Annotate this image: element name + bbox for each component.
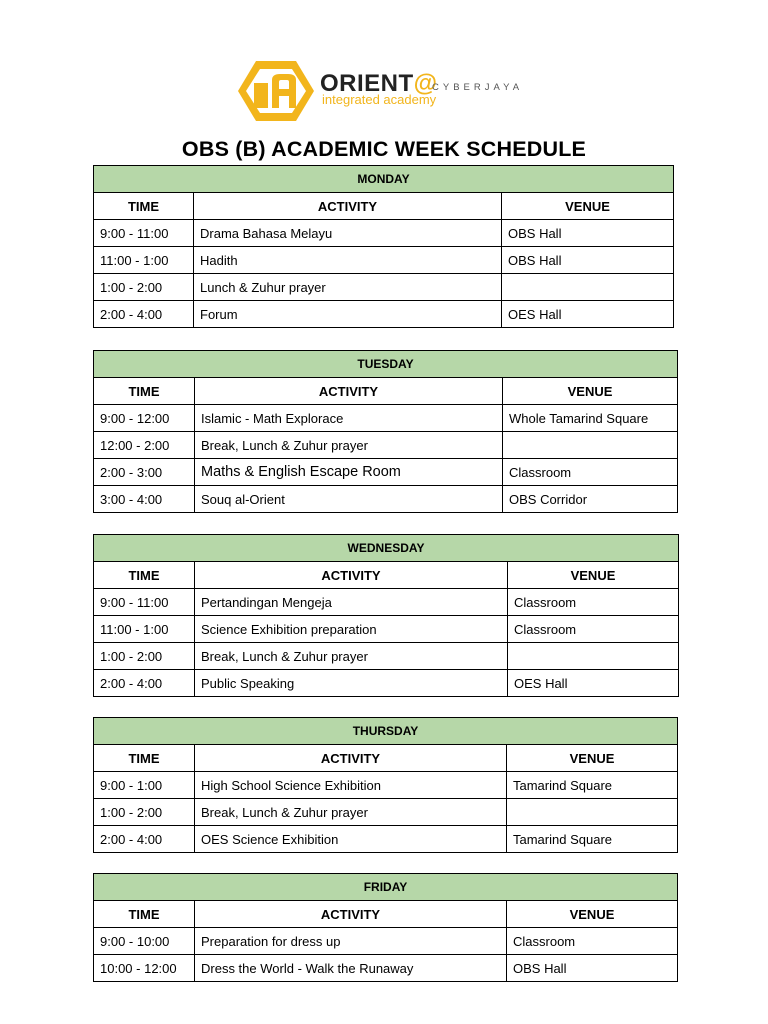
schedule-table-tuesday	[93, 350, 678, 513]
table-row	[94, 826, 678, 853]
activity-cell: High School Science Exhibition	[195, 772, 507, 799]
time-cell: 9:00 - 12:00	[94, 405, 195, 432]
venue-cell: Tamarind Square	[507, 826, 678, 853]
venue-cell	[507, 799, 678, 826]
activity-cell: Break, Lunch & Zuhur prayer	[195, 799, 507, 826]
time-cell: 2:00 - 4:00	[94, 670, 195, 697]
venue-cell: OBS Hall	[502, 220, 674, 247]
table-row	[94, 643, 679, 670]
day-header: FRIDAY	[94, 874, 678, 901]
table-row	[94, 589, 679, 616]
time-cell: 9:00 - 11:00	[94, 589, 195, 616]
activity-cell: Break, Lunch & Zuhur prayer	[195, 432, 503, 459]
table-row	[94, 772, 678, 799]
column-header-time: TIME	[94, 378, 195, 405]
day-header: TUESDAY	[94, 351, 678, 378]
time-cell: 1:00 - 2:00	[94, 799, 195, 826]
column-header-venue: VENUE	[503, 378, 678, 405]
venue-cell: Classroom	[508, 616, 679, 643]
activity-cell: Lunch & Zuhur prayer	[194, 274, 502, 301]
table-row	[94, 220, 674, 247]
time-cell: 9:00 - 10:00	[94, 928, 195, 955]
activity-cell: OES Science Exhibition	[195, 826, 507, 853]
time-cell: 9:00 - 11:00	[94, 220, 194, 247]
table-row	[94, 799, 678, 826]
activity-cell: Science Exhibition preparation	[195, 616, 508, 643]
venue-cell: Classroom	[508, 589, 679, 616]
venue-cell	[502, 274, 674, 301]
activity-cell: Souq al-Orient	[195, 486, 503, 513]
activity-cell: Preparation for dress up	[195, 928, 507, 955]
time-cell: 1:00 - 2:00	[94, 274, 194, 301]
time-cell: 10:00 - 12:00	[94, 955, 195, 982]
activity-cell: Hadith	[194, 247, 502, 274]
time-cell: 2:00 - 3:00	[94, 459, 195, 486]
activity-cell: Maths & English Escape Room	[195, 459, 503, 486]
day-header: THURSDAY	[94, 718, 678, 745]
column-header-venue: VENUE	[507, 901, 678, 928]
activity-cell: Pertandingan Mengeja	[195, 589, 508, 616]
schedule-table-thursday	[93, 717, 678, 853]
activity-cell: Public Speaking	[195, 670, 508, 697]
table-row	[94, 459, 678, 486]
orient-logo	[236, 58, 536, 124]
hexagon-logo-icon	[236, 58, 316, 124]
table-row	[94, 274, 674, 301]
day-header: MONDAY	[94, 166, 674, 193]
table-row	[94, 405, 678, 432]
venue-cell	[508, 643, 679, 670]
column-header-time: TIME	[94, 745, 195, 772]
venue-cell: OBS Hall	[507, 955, 678, 982]
table-row	[94, 301, 674, 328]
venue-cell: OES Hall	[508, 670, 679, 697]
venue-cell	[503, 432, 678, 459]
time-cell: 9:00 - 1:00	[94, 772, 195, 799]
activity-cell: Drama Bahasa Melayu	[194, 220, 502, 247]
day-header: WEDNESDAY	[94, 535, 679, 562]
column-header-venue: VENUE	[507, 745, 678, 772]
activity-cell: Forum	[194, 301, 502, 328]
table-row	[94, 247, 674, 274]
venue-cell: Classroom	[503, 459, 678, 486]
page-title: OBS (B) ACADEMIC WEEK SCHEDULE	[181, 137, 587, 161]
time-cell: 1:00 - 2:00	[94, 643, 195, 670]
activity-cell: Islamic - Math Exploracе	[195, 405, 503, 432]
column-header-venue: VENUE	[502, 193, 674, 220]
venue-cell: OBS Hall	[502, 247, 674, 274]
column-header-activity: ACTIVITY	[195, 901, 507, 928]
column-header-venue: VENUE	[508, 562, 679, 589]
activity-cell: Dress the World - Walk the Runaway	[195, 955, 507, 982]
column-header-activity: ACTIVITY	[195, 562, 508, 589]
schedule-table-wednesday	[93, 534, 679, 697]
time-cell: 2:00 - 4:00	[94, 826, 195, 853]
time-cell: 3:00 - 4:00	[94, 486, 195, 513]
logo-city: CYBERJAYA	[432, 82, 524, 93]
schedule-table-friday	[93, 873, 678, 982]
venue-cell: Classroom	[507, 928, 678, 955]
table-row	[94, 928, 678, 955]
column-header-time: TIME	[94, 901, 195, 928]
logo-wordmark: ORIENT@	[320, 70, 438, 97]
venue-cell: OBS Corridor	[503, 486, 678, 513]
table-row	[94, 432, 678, 459]
time-cell: 11:00 - 1:00	[94, 247, 194, 274]
column-header-time: TIME	[94, 562, 195, 589]
logo-subtitle: integrated academy	[322, 92, 437, 107]
venue-cell: Whole Tamarind Square	[503, 405, 678, 432]
venue-cell: Tamarind Square	[507, 772, 678, 799]
time-cell: 2:00 - 4:00	[94, 301, 194, 328]
table-row	[94, 486, 678, 513]
column-header-activity: ACTIVITY	[195, 745, 507, 772]
table-row	[94, 616, 679, 643]
venue-cell: OES Hall	[502, 301, 674, 328]
column-header-time: TIME	[94, 193, 194, 220]
table-row	[94, 670, 679, 697]
activity-cell: Break, Lunch & Zuhur prayer	[195, 643, 508, 670]
time-cell: 11:00 - 1:00	[94, 616, 195, 643]
column-header-activity: ACTIVITY	[194, 193, 502, 220]
schedule-table-monday	[93, 165, 674, 328]
column-header-activity: ACTIVITY	[195, 378, 503, 405]
time-cell: 12:00 - 2:00	[94, 432, 195, 459]
table-row	[94, 955, 678, 982]
